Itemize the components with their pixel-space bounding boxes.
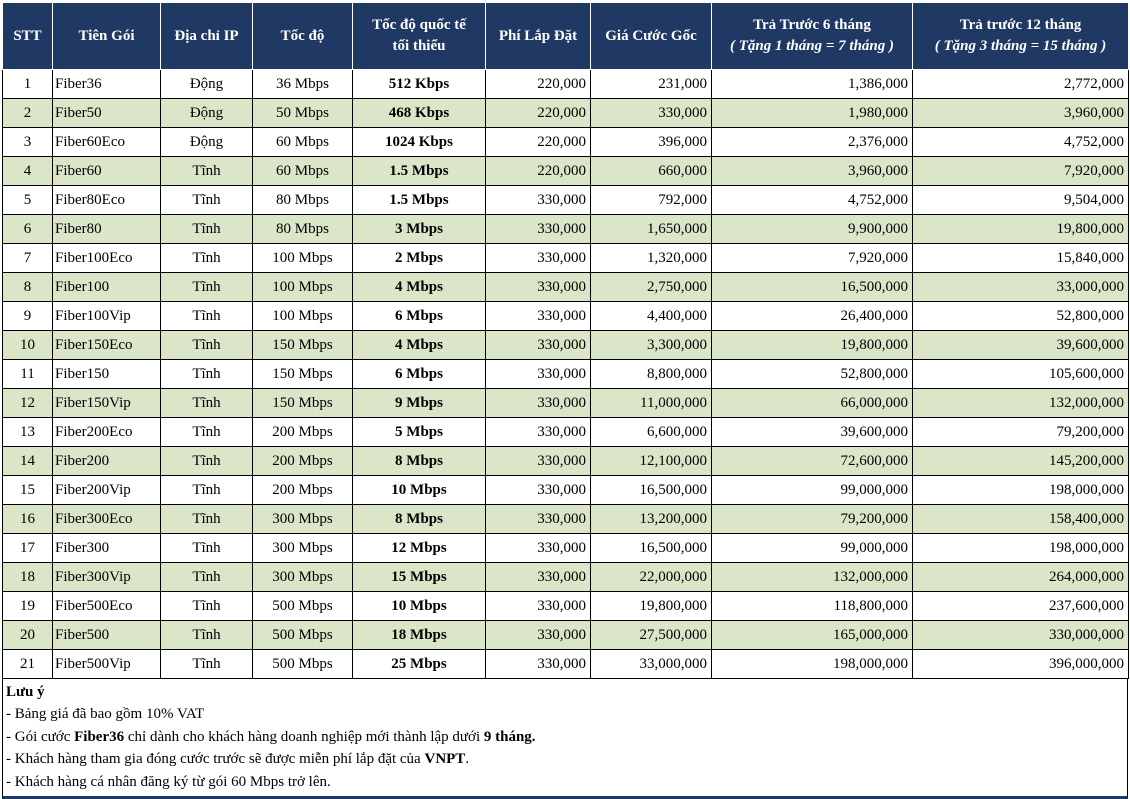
cell-ip-type: Động	[161, 70, 253, 99]
cell-prepay-6: 99,000,000	[712, 534, 913, 563]
cell-package-name: Fiber200Eco	[53, 418, 161, 447]
cell-base-price: 33,000,000	[591, 650, 712, 679]
cell-ip-type: Tĩnh	[161, 563, 253, 592]
cell-ip-type: Tĩnh	[161, 302, 253, 331]
cell-intl-speed: 4 Mbps	[353, 273, 486, 302]
cell-prepay-6: 3,960,000	[712, 157, 913, 186]
cell-ip-type: Tĩnh	[161, 389, 253, 418]
cell-ip-type: Tĩnh	[161, 476, 253, 505]
cell-stt: 14	[3, 447, 53, 476]
cell-prepay-12: 4,752,000	[913, 128, 1129, 157]
cell-ip-type: Tĩnh	[161, 157, 253, 186]
cell-stt: 8	[3, 273, 53, 302]
cell-prepay-6: 7,920,000	[712, 244, 913, 273]
cell-base-price: 660,000	[591, 157, 712, 186]
cell-install-fee: 330,000	[486, 592, 591, 621]
cell-stt: 19	[3, 592, 53, 621]
cell-package-name: Fiber50	[53, 99, 161, 128]
cell-package-name: Fiber150	[53, 360, 161, 389]
table-row	[3, 70, 1129, 99]
table-row	[3, 128, 1129, 157]
cell-ip-type: Tĩnh	[161, 360, 253, 389]
cell-speed: 500 Mbps	[253, 650, 353, 679]
cell-package-name: Fiber80Eco	[53, 186, 161, 215]
cell-intl-speed: 12 Mbps	[353, 534, 486, 563]
cell-install-fee: 330,000	[486, 650, 591, 679]
cell-prepay-6: 52,800,000	[712, 360, 913, 389]
cell-stt: 10	[3, 331, 53, 360]
cell-stt: 5	[3, 186, 53, 215]
table-row	[3, 650, 1129, 679]
cell-prepay-12: 396,000,000	[913, 650, 1129, 679]
cell-install-fee: 330,000	[486, 273, 591, 302]
cell-package-name: Fiber80	[53, 215, 161, 244]
cell-base-price: 6,600,000	[591, 418, 712, 447]
table-row	[3, 476, 1129, 505]
table-row	[3, 302, 1129, 331]
cell-prepay-6: 2,376,000	[712, 128, 913, 157]
cell-prepay-12: 198,000,000	[913, 476, 1129, 505]
note-line-fiber36-months: 9 tháng.	[483, 728, 536, 745]
cell-ip-type: Động	[161, 99, 253, 128]
cell-speed: 300 Mbps	[253, 534, 353, 563]
cell-speed: 200 Mbps	[253, 447, 353, 476]
cell-ip-type: Tĩnh	[161, 534, 253, 563]
cell-stt: 13	[3, 418, 53, 447]
table-row	[3, 621, 1129, 650]
cell-speed: 150 Mbps	[253, 360, 353, 389]
cell-intl-speed: 3 Mbps	[353, 215, 486, 244]
header-prepay-6-line1: Trả Trước 6 tháng	[753, 17, 871, 33]
cell-base-price: 22,000,000	[591, 563, 712, 592]
cell-package-name: Fiber200Vip	[53, 476, 161, 505]
cell-install-fee: 330,000	[486, 534, 591, 563]
cell-prepay-6: 39,600,000	[712, 418, 913, 447]
cell-speed: 80 Mbps	[253, 215, 353, 244]
cell-prepay-12: 158,400,000	[913, 505, 1129, 534]
cell-speed: 200 Mbps	[253, 476, 353, 505]
cell-prepay-6: 132,000,000	[712, 563, 913, 592]
cell-base-price: 396,000	[591, 128, 712, 157]
cell-stt: 2	[3, 99, 53, 128]
cell-package-name: Fiber100Vip	[53, 302, 161, 331]
cell-install-fee: 220,000	[486, 157, 591, 186]
cell-prepay-12: 7,920,000	[913, 157, 1129, 186]
table-row	[3, 99, 1129, 128]
cell-speed: 500 Mbps	[253, 592, 353, 621]
cell-package-name: Fiber150Vip	[53, 389, 161, 418]
header-package-name: Tiên Gói	[53, 3, 161, 70]
price-table-container	[2, 2, 1128, 799]
cell-speed: 100 Mbps	[253, 244, 353, 273]
cell-ip-type: Tĩnh	[161, 418, 253, 447]
note-line-fiber36-text: chỉ dành cho khách hàng doanh nghiệp mới thành lập dưới	[124, 728, 484, 745]
header-intl-speed	[353, 3, 486, 70]
cell-base-price: 11,000,000	[591, 389, 712, 418]
cell-package-name: Fiber60	[53, 157, 161, 186]
header-prepay-12-line2: ( Tặng 3 tháng = 15 tháng )	[934, 38, 1107, 54]
cell-base-price: 3,300,000	[591, 331, 712, 360]
note-line-install-text: - Khách hàng tham gia đóng cước trước sẽ được miễn phí lắp đặt của	[6, 751, 425, 768]
cell-package-name: Fiber300	[53, 534, 161, 563]
cell-speed: 60 Mbps	[253, 128, 353, 157]
cell-intl-speed: 4 Mbps	[353, 331, 486, 360]
cell-ip-type: Tĩnh	[161, 186, 253, 215]
table-row	[3, 186, 1129, 215]
cell-intl-speed: 8 Mbps	[353, 447, 486, 476]
cell-install-fee: 330,000	[486, 360, 591, 389]
header-prepay-12-line1: Trả trước 12 tháng	[959, 17, 1082, 33]
cell-install-fee: 330,000	[486, 244, 591, 273]
header-prepay-6-line2: ( Tặng 1 tháng = 7 tháng )	[730, 38, 894, 54]
cell-ip-type: Động	[161, 128, 253, 157]
header-intl-speed-line2: tối thiểu	[392, 38, 446, 54]
cell-prepay-12: 52,800,000	[913, 302, 1129, 331]
cell-prepay-6: 16,500,000	[712, 273, 913, 302]
cell-install-fee: 220,000	[486, 128, 591, 157]
note-line-fiber36	[6, 726, 1127, 748]
cell-speed: 100 Mbps	[253, 273, 353, 302]
cell-prepay-12: 39,600,000	[913, 331, 1129, 360]
table-row	[3, 331, 1129, 360]
cell-intl-speed: 6 Mbps	[353, 360, 486, 389]
table-row	[3, 273, 1129, 302]
cell-prepay-12: 264,000,000	[913, 563, 1129, 592]
cell-prepay-12: 33,000,000	[913, 273, 1129, 302]
cell-base-price: 8,800,000	[591, 360, 712, 389]
cell-install-fee: 330,000	[486, 418, 591, 447]
cell-install-fee: 330,000	[486, 215, 591, 244]
header-intl-speed-line1: Tốc độ quốc tế	[372, 17, 466, 33]
cell-speed: 150 Mbps	[253, 331, 353, 360]
cell-ip-type: Tĩnh	[161, 273, 253, 302]
note-line-install-end: .	[465, 751, 470, 768]
cell-prepay-12: 79,200,000	[913, 418, 1129, 447]
header-prepay-12-months	[913, 3, 1129, 70]
cell-install-fee: 330,000	[486, 505, 591, 534]
cell-intl-speed: 512 Kbps	[353, 70, 486, 99]
cell-intl-speed: 1.5 Mbps	[353, 157, 486, 186]
cell-install-fee: 330,000	[486, 302, 591, 331]
cell-prepay-6: 99,000,000	[712, 476, 913, 505]
cell-install-fee: 330,000	[486, 476, 591, 505]
cell-intl-speed: 1024 Kbps	[353, 128, 486, 157]
cell-ip-type: Tĩnh	[161, 650, 253, 679]
table-row	[3, 360, 1129, 389]
cell-stt: 20	[3, 621, 53, 650]
cell-intl-speed: 8 Mbps	[353, 505, 486, 534]
cell-install-fee: 330,000	[486, 331, 591, 360]
cell-stt: 11	[3, 360, 53, 389]
cell-prepay-6: 66,000,000	[712, 389, 913, 418]
cell-base-price: 27,500,000	[591, 621, 712, 650]
cell-speed: 36 Mbps	[253, 70, 353, 99]
cell-speed: 300 Mbps	[253, 505, 353, 534]
note-line-individual: - Khách hàng cá nhân đăng ký từ gói 60 Mbps trở lên.	[6, 773, 331, 790]
cell-install-fee: 330,000	[486, 563, 591, 592]
note-line-fiber36-prefix: - Gói cước	[6, 728, 75, 745]
cell-prepay-6: 72,600,000	[712, 447, 913, 476]
cell-stt: 17	[3, 534, 53, 563]
cell-package-name: Fiber100	[53, 273, 161, 302]
cell-base-price: 4,400,000	[591, 302, 712, 331]
cell-stt: 3	[3, 128, 53, 157]
cell-install-fee: 220,000	[486, 70, 591, 99]
notes-title: Lưu ý	[6, 684, 45, 700]
cell-prepay-12: 145,200,000	[913, 447, 1129, 476]
cell-speed: 50 Mbps	[253, 99, 353, 128]
cell-intl-speed: 10 Mbps	[353, 476, 486, 505]
cell-speed: 150 Mbps	[253, 389, 353, 418]
cell-base-price: 16,500,000	[591, 476, 712, 505]
cell-prepay-12: 105,600,000	[913, 360, 1129, 389]
table-row	[3, 563, 1129, 592]
note-line-vat: - Bảng giá đã bao gồm 10% VAT	[6, 706, 205, 723]
cell-intl-speed: 2 Mbps	[353, 244, 486, 273]
cell-base-price: 2,750,000	[591, 273, 712, 302]
cell-ip-type: Tĩnh	[161, 447, 253, 476]
cell-prepay-12: 19,800,000	[913, 215, 1129, 244]
cell-ip-type: Tĩnh	[161, 505, 253, 534]
header-speed: Tốc độ	[253, 3, 353, 70]
cell-prepay-6: 1,980,000	[712, 99, 913, 128]
table-row	[3, 244, 1129, 273]
table-row	[3, 592, 1129, 621]
cell-speed: 60 Mbps	[253, 157, 353, 186]
cell-intl-speed: 18 Mbps	[353, 621, 486, 650]
table-row	[3, 157, 1129, 186]
cell-prepay-12: 3,960,000	[913, 99, 1129, 128]
cell-base-price: 792,000	[591, 186, 712, 215]
cell-base-price: 330,000	[591, 99, 712, 128]
cell-intl-speed: 6 Mbps	[353, 302, 486, 331]
cell-package-name: Fiber36	[53, 70, 161, 99]
cell-stt: 15	[3, 476, 53, 505]
cell-stt: 16	[3, 505, 53, 534]
header-ip-address: Địa chỉ IP	[161, 3, 253, 70]
cell-base-price: 12,100,000	[591, 447, 712, 476]
cell-prepay-6: 79,200,000	[712, 505, 913, 534]
cell-base-price: 19,800,000	[591, 592, 712, 621]
table-row	[3, 389, 1129, 418]
cell-install-fee: 330,000	[486, 447, 591, 476]
cell-prepay-6: 26,400,000	[712, 302, 913, 331]
cell-prepay-12: 330,000,000	[913, 621, 1129, 650]
cell-ip-type: Tĩnh	[161, 331, 253, 360]
cell-package-name: Fiber500Eco	[53, 592, 161, 621]
cell-base-price: 16,500,000	[591, 534, 712, 563]
cell-prepay-6: 198,000,000	[712, 650, 913, 679]
cell-prepay-12: 237,600,000	[913, 592, 1129, 621]
cell-prepay-12: 15,840,000	[913, 244, 1129, 273]
cell-intl-speed: 10 Mbps	[353, 592, 486, 621]
cell-package-name: Fiber200	[53, 447, 161, 476]
cell-intl-speed: 5 Mbps	[353, 418, 486, 447]
notes-section	[2, 679, 1128, 799]
cell-prepay-6: 1,386,000	[712, 70, 913, 99]
table-row	[3, 505, 1129, 534]
cell-install-fee: 220,000	[486, 99, 591, 128]
cell-speed: 100 Mbps	[253, 302, 353, 331]
cell-base-price: 13,200,000	[591, 505, 712, 534]
cell-stt: 7	[3, 244, 53, 273]
cell-speed: 80 Mbps	[253, 186, 353, 215]
header-base-price: Giá Cước Gốc	[591, 3, 712, 70]
cell-package-name: Fiber300Eco	[53, 505, 161, 534]
note-line-install-vnpt: VNPT	[424, 751, 466, 768]
cell-package-name: Fiber300Vip	[53, 563, 161, 592]
cell-ip-type: Tĩnh	[161, 244, 253, 273]
cell-speed: 500 Mbps	[253, 621, 353, 650]
cell-ip-type: Tĩnh	[161, 215, 253, 244]
cell-install-fee: 330,000	[486, 389, 591, 418]
cell-intl-speed: 25 Mbps	[353, 650, 486, 679]
cell-ip-type: Tĩnh	[161, 592, 253, 621]
cell-intl-speed: 9 Mbps	[353, 389, 486, 418]
cell-install-fee: 330,000	[486, 621, 591, 650]
cell-stt: 18	[3, 563, 53, 592]
cell-base-price: 231,000	[591, 70, 712, 99]
cell-stt: 21	[3, 650, 53, 679]
cell-prepay-12: 9,504,000	[913, 186, 1129, 215]
table-row	[3, 418, 1129, 447]
cell-package-name: Fiber150Eco	[53, 331, 161, 360]
cell-package-name: Fiber100Eco	[53, 244, 161, 273]
cell-stt: 9	[3, 302, 53, 331]
table-row	[3, 534, 1129, 563]
cell-package-name: Fiber500	[53, 621, 161, 650]
table-row	[3, 447, 1129, 476]
cell-stt: 6	[3, 215, 53, 244]
header-row	[3, 3, 1129, 70]
cell-prepay-6: 165,000,000	[712, 621, 913, 650]
note-line-install-waiver	[6, 748, 1127, 770]
price-table-body	[3, 70, 1129, 679]
cell-prepay-6: 118,800,000	[712, 592, 913, 621]
cell-prepay-12: 2,772,000	[913, 70, 1129, 99]
cell-intl-speed: 15 Mbps	[353, 563, 486, 592]
price-table	[2, 2, 1129, 679]
cell-prepay-6: 9,900,000	[712, 215, 913, 244]
cell-prepay-12: 198,000,000	[913, 534, 1129, 563]
cell-speed: 200 Mbps	[253, 418, 353, 447]
note-line-fiber36-package: Fiber36	[74, 728, 125, 745]
cell-ip-type: Tĩnh	[161, 621, 253, 650]
cell-base-price: 1,320,000	[591, 244, 712, 273]
cell-base-price: 1,650,000	[591, 215, 712, 244]
cell-stt: 1	[3, 70, 53, 99]
header-stt: STT	[3, 3, 53, 70]
cell-intl-speed: 468 Kbps	[353, 99, 486, 128]
cell-package-name: Fiber60Eco	[53, 128, 161, 157]
cell-install-fee: 330,000	[486, 186, 591, 215]
cell-prepay-12: 132,000,000	[913, 389, 1129, 418]
header-prepay-6-months	[712, 3, 913, 70]
cell-package-name: Fiber500Vip	[53, 650, 161, 679]
cell-prepay-6: 19,800,000	[712, 331, 913, 360]
header-install-fee: Phí Lắp Đặt	[486, 3, 591, 70]
cell-stt: 12	[3, 389, 53, 418]
cell-prepay-6: 4,752,000	[712, 186, 913, 215]
cell-intl-speed: 1.5 Mbps	[353, 186, 486, 215]
table-row	[3, 215, 1129, 244]
cell-stt: 4	[3, 157, 53, 186]
cell-speed: 300 Mbps	[253, 563, 353, 592]
